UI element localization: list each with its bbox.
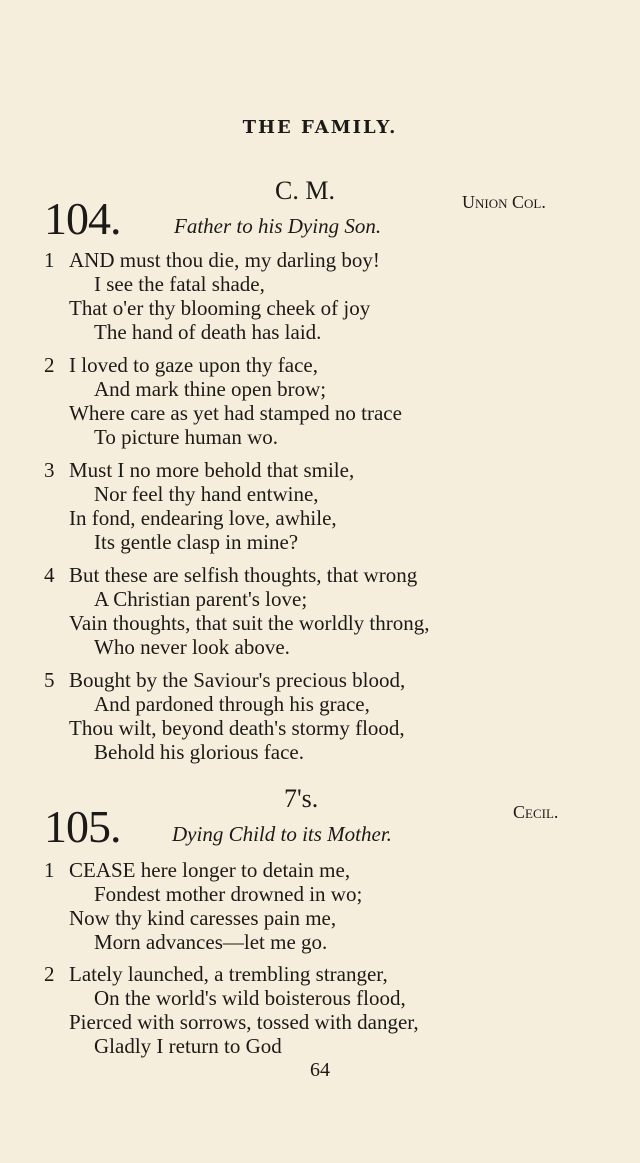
verse-line: 2 Lately launched, a trembling stranger, <box>44 962 388 986</box>
stanza-number: 1 <box>44 248 55 272</box>
hymn-meter: 7's. <box>284 784 319 813</box>
hymn-number: 104. <box>44 193 121 244</box>
stanza-number: 2 <box>44 962 55 986</box>
hymn-number: 105. <box>44 801 121 852</box>
stanza-number: 5 <box>44 668 55 692</box>
stanza <box>44 668 604 764</box>
verse-line: Behold his glorious face. <box>94 740 304 764</box>
verse-line: Thou wilt, beyond death's stormy flood, <box>69 716 405 740</box>
section-header: THE FAMILY. <box>242 117 398 138</box>
verse-line: 1 AND must thou die, my darling boy! <box>44 248 380 272</box>
hymn-subtitle: Father to his Dying Son. <box>174 214 382 238</box>
stanza <box>44 858 604 954</box>
verse-line: Its gentle clasp in mine? <box>94 530 299 554</box>
stanza <box>44 563 604 659</box>
verse-line: Gladly I return to God <box>94 1034 282 1058</box>
verse-line: Who never look above. <box>94 635 290 659</box>
verse-line: Nor feel thy hand entwine, <box>94 482 319 506</box>
verse-line: And mark thine open brow; <box>94 377 327 401</box>
verse-line: 3 Must I no more behold that smile, <box>44 458 355 482</box>
verse-line: 4 But these are selfish thoughts, that wrong <box>44 563 418 587</box>
verse-line: On the world's wild boisterous flood, <box>94 986 406 1010</box>
tune-name: Union Col. <box>462 192 546 212</box>
verse-line: 2 I loved to gaze upon thy face, <box>44 353 318 377</box>
stanza <box>44 248 604 344</box>
verse-line: A Christian parent's love; <box>94 587 308 611</box>
verse-line: Where care as yet had stamped no trace <box>69 401 402 425</box>
verse-line: Vain thoughts, that suit the worldly throng, <box>69 611 430 635</box>
stanza-number: 1 <box>44 858 55 882</box>
verse-line: The hand of death has laid. <box>94 320 322 344</box>
verse-line: Pierced with sorrows, tossed with danger, <box>69 1010 419 1034</box>
verse-line: Fondest mother drowned in wo; <box>94 882 363 906</box>
verse-line: 5 Bought by the Saviour's precious blood, <box>44 668 406 692</box>
stanza <box>44 962 604 1058</box>
verse-line: I see the fatal shade, <box>94 272 265 296</box>
verse-line: That o'er thy blooming cheek of joy <box>69 296 371 320</box>
stanza <box>44 458 604 554</box>
verse-line: Now thy kind caresses pain me, <box>69 906 337 930</box>
verse-line: 1 CEASE here longer to detain me, <box>44 858 351 882</box>
verse-line: Morn advances—let me go. <box>94 930 328 954</box>
hymn-meter: C. M. <box>275 176 335 205</box>
stanza <box>44 353 604 449</box>
tune-name: Cecil. <box>513 802 559 822</box>
verse-line: To picture human wo. <box>94 425 278 449</box>
hymn-subtitle: Dying Child to its Mother. <box>172 822 392 846</box>
stanza-number: 2 <box>44 353 55 377</box>
page-number: 64 <box>310 1059 330 1081</box>
verse-line: In fond, endearing love, awhile, <box>69 506 337 530</box>
stanza-number: 4 <box>44 563 55 587</box>
verse-line: And pardoned through his grace, <box>94 692 370 716</box>
stanza-number: 3 <box>44 458 55 482</box>
